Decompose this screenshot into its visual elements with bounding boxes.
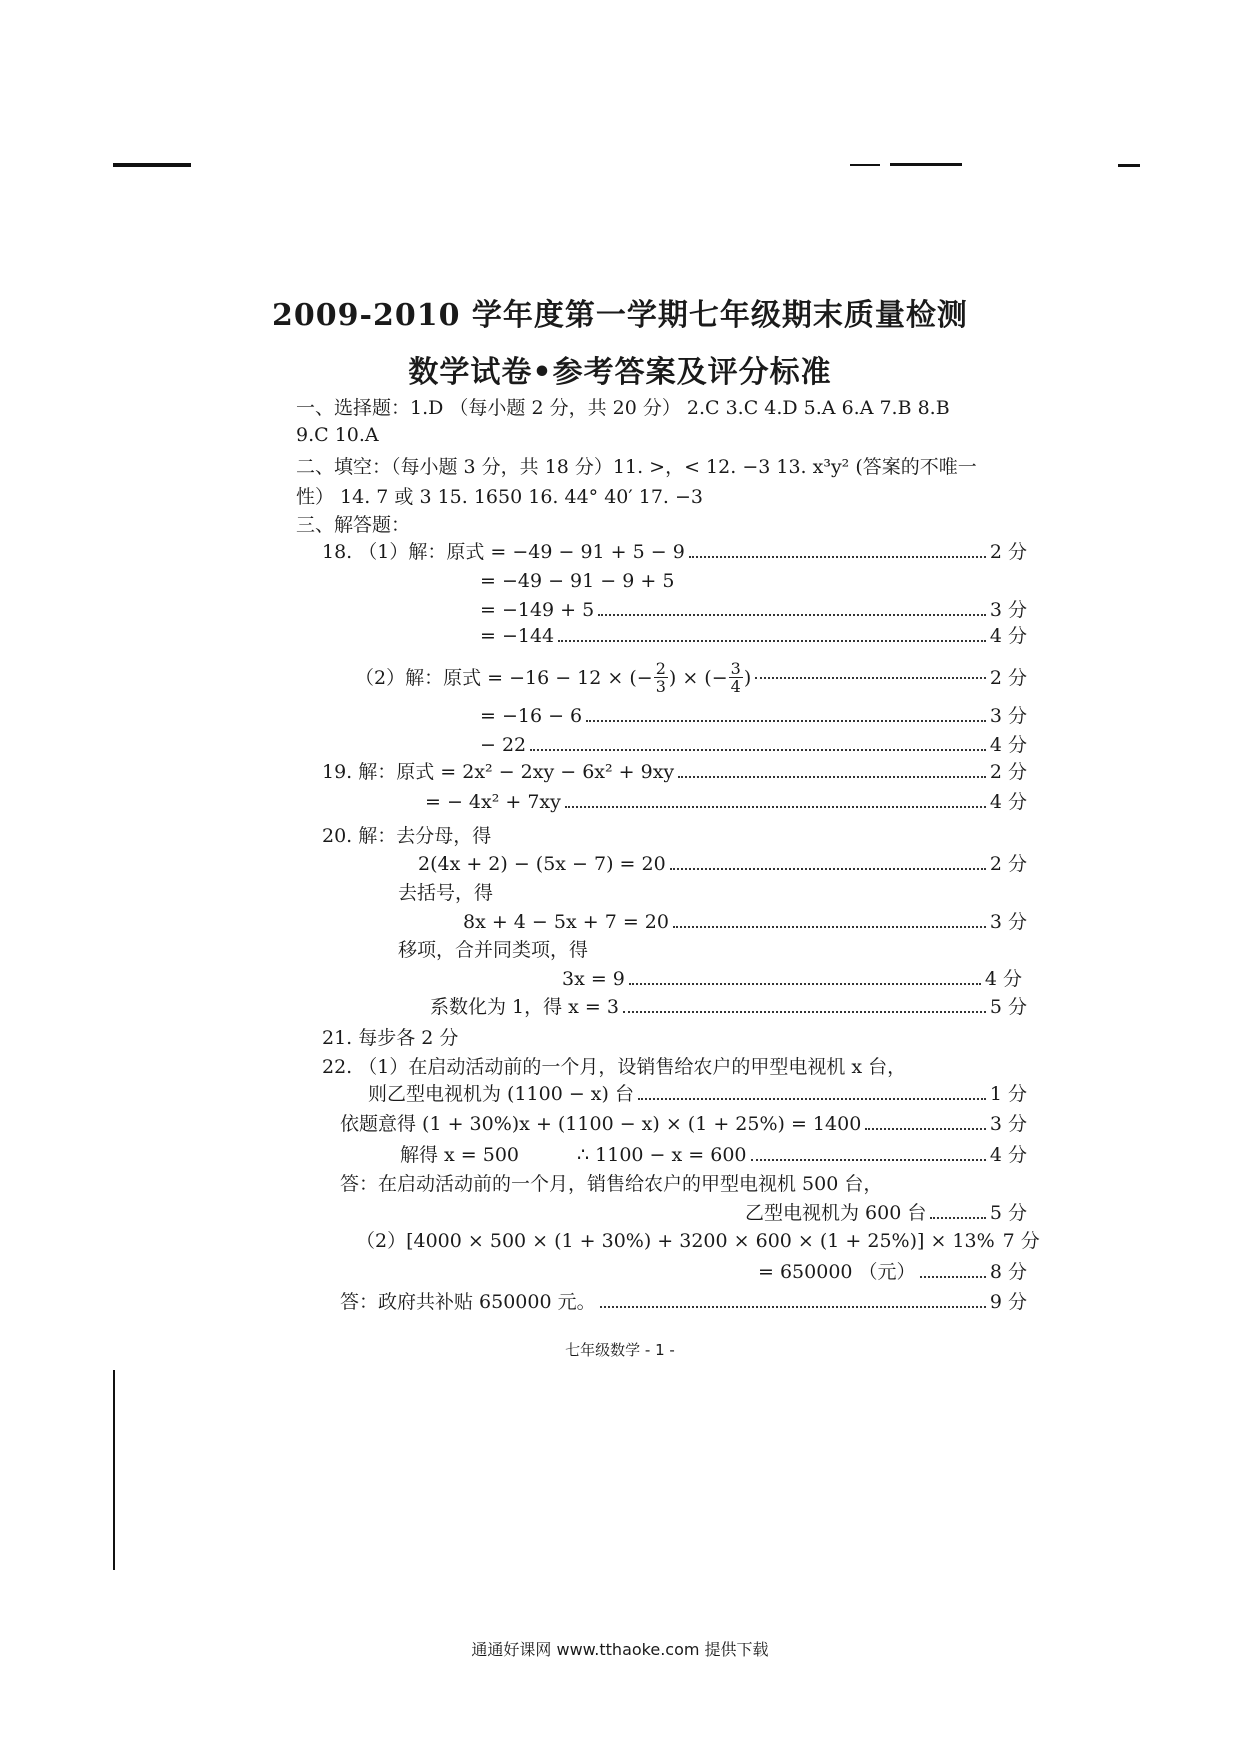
section2-line2: 性） 14. 7 或 3 15. 1650 16. 44° 40′ 17. −3: [296, 486, 704, 508]
q18-p2-line3-text: − 22: [480, 734, 527, 756]
q20-score2: 2 分: [989, 853, 1027, 875]
q22-score4: 4 分: [989, 1144, 1027, 1166]
q22-line3: [340, 1112, 1027, 1136]
q22-score2: 1 分: [989, 1083, 1027, 1105]
q20-line5: 移项，合并同类项，得: [398, 939, 589, 961]
q22-line8: [758, 1260, 1027, 1284]
leader-dots: [689, 556, 986, 558]
q18-p2-line2: [480, 704, 1027, 728]
q19-score1: 2 分: [989, 761, 1027, 783]
q18-p1-line2: = −49 − 91 − 9 + 5: [480, 570, 675, 592]
q22-score9: 9 分: [989, 1291, 1027, 1313]
q19-line1-text: 19. 解：原式 = 2x² − 2xy − 6x² + 9xy: [322, 761, 675, 783]
q22-score6: 5 分: [989, 1202, 1027, 1224]
q20-line1: 20. 解：去分母，得: [322, 825, 492, 847]
q19-line2-text: = − 4x² + 7xy: [425, 791, 561, 813]
leader-dots: [629, 983, 981, 985]
leader-dots: [565, 806, 986, 808]
scan-mark-margin: [113, 1370, 115, 1570]
leader-dots: [638, 1098, 986, 1100]
q18-p2-prefix: （2）解：原式 = −16 − 12 × (−: [355, 666, 653, 689]
q22-score7: 7 分: [1002, 1230, 1040, 1252]
q18-p1-score1: 2 分: [989, 541, 1027, 563]
q22-line9: [340, 1290, 1027, 1314]
leader-dots: [623, 1011, 986, 1013]
q22-line7-text: （2）[4000 × 500 × (1 + 30%) + 3200 × 600 × (1 + 25%)] × 13%: [356, 1230, 995, 1252]
q22-line9-text: 答：政府共补贴 650000 元。: [340, 1291, 596, 1313]
leader-dots: [670, 868, 986, 870]
page-footer: 七年级数学 - 1 -: [565, 1341, 675, 1359]
section1-line1: 一、选择题：1.D （每小题 2 分，共 20 分） 2.C 3.C 4.D 5.A 6.A 7.B 8.B: [296, 397, 950, 419]
q20-line4: [463, 910, 1027, 934]
section3-heading: 三、解答题：: [296, 514, 411, 536]
leader-dots: [930, 1217, 986, 1219]
q22-line4a-text: 解得 x = 500: [400, 1144, 520, 1166]
q22-line3-text: 依题意得 (1 + 30%)x + (1100 − x) × (1 + 25%) = 1400: [340, 1113, 862, 1135]
q19-line2: [425, 790, 1027, 814]
fraction-three-quarters: $\frac{3}{4}$: [730, 659, 741, 696]
q18-p2-line2-text: = −16 − 6: [480, 705, 583, 727]
section1-line2: 9.C 10.A: [296, 424, 379, 446]
q18-p1-line3: [480, 598, 1027, 622]
q20-line2: [418, 852, 1027, 876]
q21-line1: 21. 每步各 2 分: [322, 1027, 459, 1049]
q20-line2-text: 2(4x + 2) − (5x − 7) = 20: [418, 853, 666, 875]
q22-line2-text: 则乙型电视机为 (1100 − x) 台: [368, 1083, 634, 1105]
q18-p2-score2: 3 分: [989, 705, 1027, 727]
q18-p1-line4: [480, 624, 1027, 648]
q20-line7: [430, 995, 1027, 1019]
leader-dots: [558, 640, 986, 642]
q18-p1-text: 18. （1）解：原式 = −49 − 91 + 5 − 9: [322, 541, 685, 563]
q22-line8-text: = 650000 （元）: [758, 1261, 916, 1283]
scan-mark-left: [113, 163, 191, 167]
q18-p2-line3: [480, 733, 1027, 757]
q20-score4: 3 分: [989, 911, 1027, 933]
q20-line6: [562, 967, 1022, 991]
q20-score6: 4 分: [984, 968, 1022, 990]
q18-p1-score3: 3 分: [989, 599, 1027, 621]
q18-p2-score3: 4 分: [989, 734, 1027, 756]
leader-dots: [530, 749, 986, 751]
scan-mark-dash: [850, 164, 880, 166]
q18-p1-score4: 4 分: [989, 625, 1027, 647]
q18-p2-close: ): [743, 666, 752, 689]
q20-line3: 去括号，得: [398, 882, 494, 904]
q20-line7-text: 系数化为 1，得 x = 3: [430, 996, 619, 1018]
q18-p2-score1: 2 分: [989, 666, 1027, 689]
q22-line2: [368, 1082, 1027, 1106]
leader-dots: [751, 1159, 986, 1161]
leader-dots: [920, 1276, 986, 1278]
q18-p1-line4-text: = −144: [480, 625, 555, 647]
site-footer: 通通好课网 www.tthaoke.com 提供下载: [471, 1640, 769, 1659]
leader-dots: [865, 1128, 986, 1130]
q18-p2-line1: [355, 660, 1027, 695]
q22-line6-text: 乙型电视机为 600 台: [745, 1202, 927, 1224]
q22-line5: 答：在启动活动前的一个月，销售给农户的甲型电视机 500 台，: [340, 1173, 883, 1195]
leader-dots: [673, 926, 986, 928]
leader-dots: [598, 614, 986, 616]
leader-dots: [755, 677, 986, 679]
q22-line4b-text: ∴ 1100 − x = 600: [577, 1144, 747, 1166]
document-subtitle: 数学试卷•参考答案及评分标准: [408, 355, 832, 390]
leader-dots: [586, 720, 986, 722]
q22-line7: [356, 1229, 1040, 1253]
q22-line6: [745, 1201, 1027, 1225]
scan-mark-center: [890, 163, 962, 166]
leader-dots: [600, 1306, 986, 1308]
q20-line6-text: 3x = 9: [562, 968, 625, 990]
q20-score7: 5 分: [989, 996, 1027, 1018]
q20-line4-text: 8x + 4 − 5x + 7 = 20: [463, 911, 669, 933]
q18-p2-mid: ) × (−: [668, 666, 728, 689]
q22-score3: 3 分: [989, 1113, 1027, 1135]
q22-line1: 22. （1）在启动活动前的一个月，设销售给农户的甲型电视机 x 台，: [322, 1056, 907, 1078]
q19-score2: 4 分: [989, 791, 1027, 813]
q18-p1-line1: [322, 540, 1027, 564]
fraction-two-thirds: $\frac{2}{3}$: [655, 659, 666, 696]
leader-dots: [678, 776, 986, 778]
scan-mark-right: [1118, 164, 1140, 167]
q22-line4: [400, 1143, 1027, 1167]
section2-line1: 二、填空：（每小题 3 分，共 18 分）11. >，< 12. −3 13. x³y² (答案的不唯一: [296, 456, 977, 478]
document-title: 2009-2010 学年度第一学期七年级期末质量检测: [272, 298, 968, 333]
q19-line1: [322, 760, 1027, 784]
q18-p1-line3-text: = −149 + 5: [480, 599, 595, 621]
q22-score8: 8 分: [989, 1261, 1027, 1283]
